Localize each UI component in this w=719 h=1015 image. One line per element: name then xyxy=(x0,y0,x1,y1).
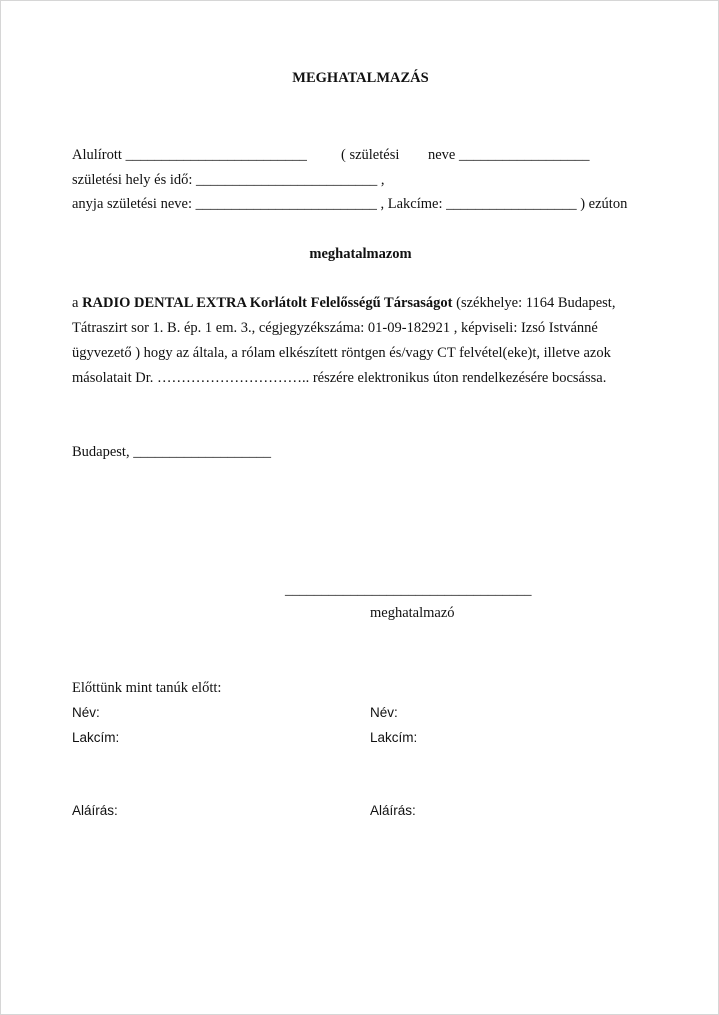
signature-label: meghatalmazó xyxy=(370,605,455,621)
principal-name-row xyxy=(72,146,307,164)
company-name: RADIO DENTAL EXTRA Korlátolt Felelősségű Társaságot xyxy=(82,295,453,311)
witness-right-name: Név: xyxy=(370,705,398,720)
principal-name-blank: _________________________ xyxy=(125,147,307,163)
mother-name-address-row: anyja születési neve: _________________________ , Lakcíme: __________________ ) ezúton xyxy=(72,196,628,212)
witness-right-address: Lakcím: xyxy=(370,730,418,745)
birth-name-paren: ( születési xyxy=(341,147,400,163)
para-line-3: ügyvezető ) hogy az általa, a rólam elkészített röntgen és/vagy CT felvétel(eke)t, illetve azok xyxy=(72,345,611,361)
witnesses-intro: Előttünk mint tanúk előtt: xyxy=(72,680,222,696)
para-line-2: Tátraszirt sor 1. B. ép. 1 em. 3., cégjegyzékszáma: 01-09-182921 , képviseli: Izsó Istvánné xyxy=(72,320,598,336)
place-date: Budapest, ___________________ xyxy=(72,444,271,460)
meghatalmazom-heading: meghatalmazom xyxy=(309,246,412,262)
para-line-4: másolatait Dr. ………………………….. részére elektronikus úton rendelkezésére bocsássa. xyxy=(72,370,607,386)
birth-name-blank: __________________ xyxy=(459,147,590,163)
para-prefix: a xyxy=(72,295,79,311)
witness-left-signature: Aláírás: xyxy=(72,803,118,818)
para-line-1-rest: (székhelye: 1164 Budapest, xyxy=(452,295,616,311)
birth-place-date-row: születési hely és idő: _________________________ , xyxy=(72,172,385,188)
neve-label: neve xyxy=(428,147,456,163)
para-line-1 xyxy=(72,294,615,312)
witness-right-signature: Aláírás: xyxy=(370,803,416,818)
witness-left-name: Név: xyxy=(72,705,100,720)
signature-line: __________________________________ xyxy=(285,582,532,598)
document-title: MEGHATALMAZÁS xyxy=(292,70,429,86)
witness-left-address: Lakcím: xyxy=(72,730,120,745)
alulirott-label: Alulírott xyxy=(72,147,122,163)
birth-name-row xyxy=(428,146,590,164)
